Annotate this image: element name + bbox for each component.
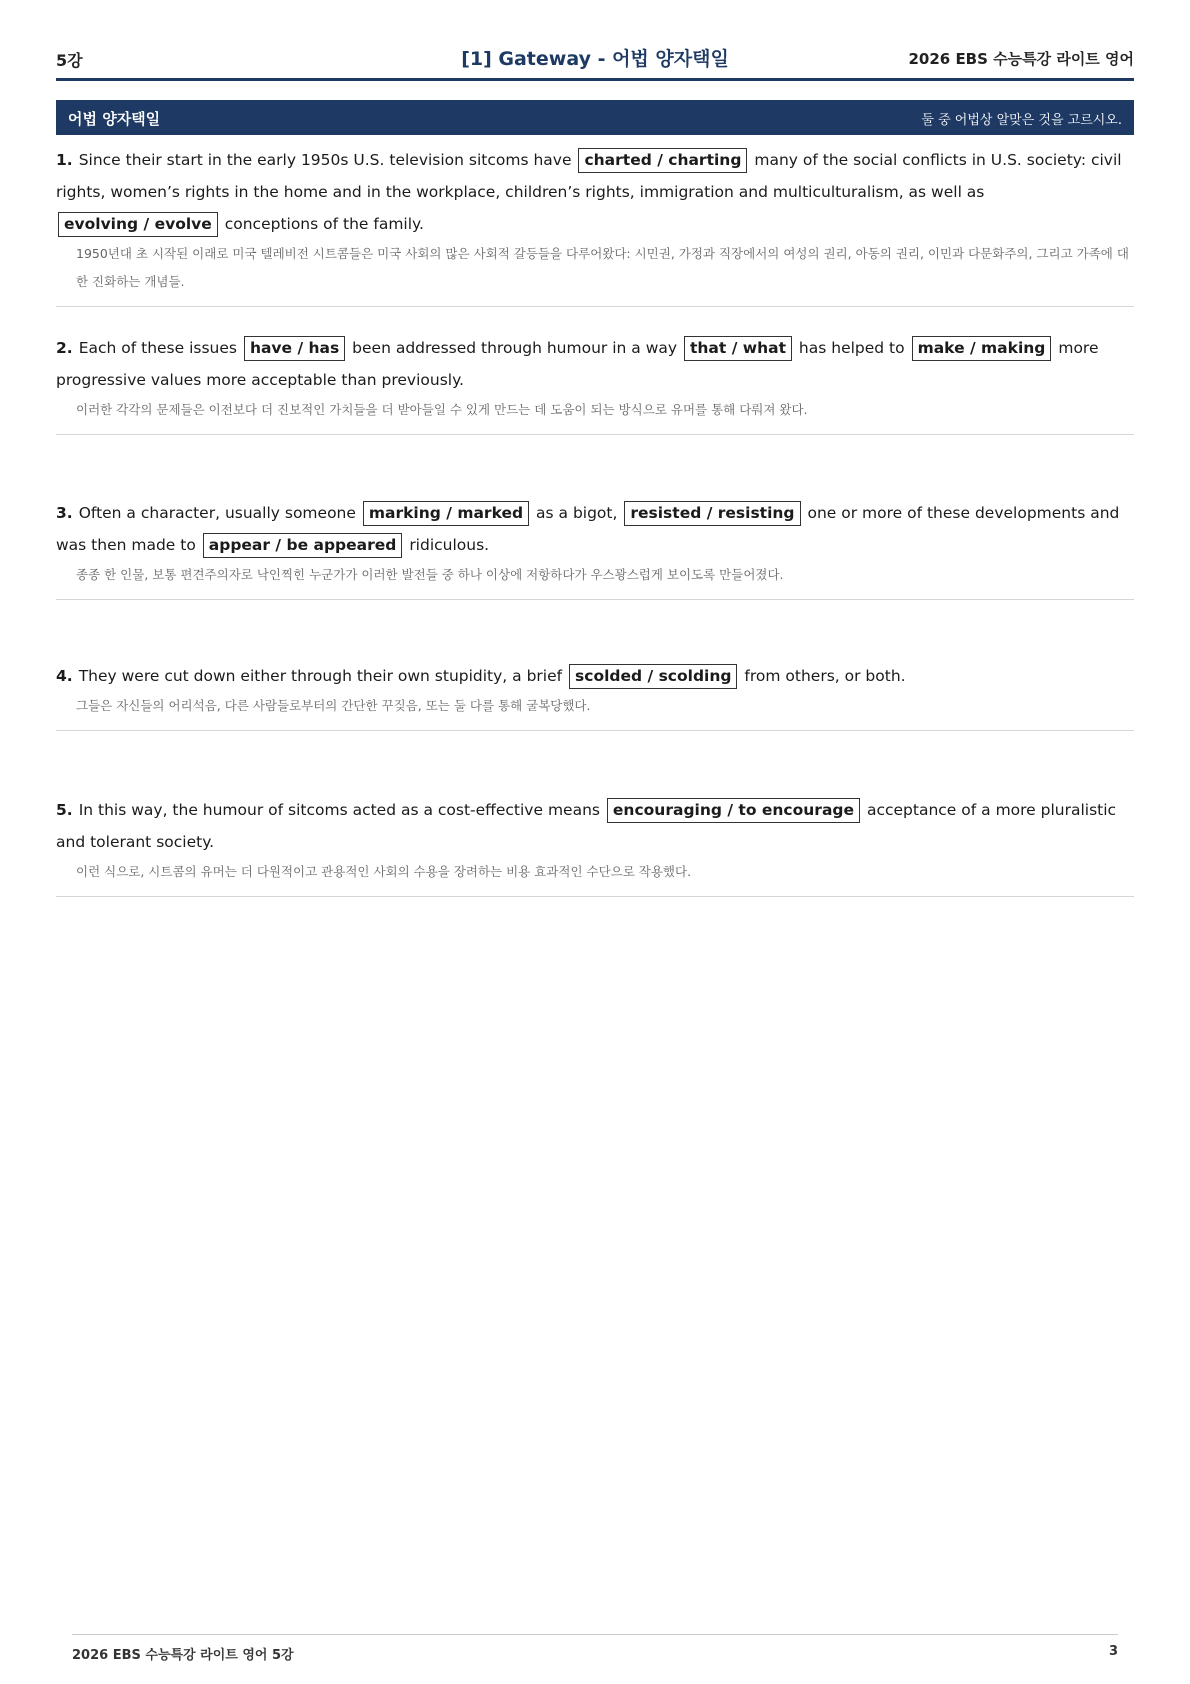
question-divider [56, 896, 1134, 897]
question-text-segment: Since their start in the early 1950s U.S. television sitcoms have [78, 151, 572, 169]
grammar-choice-box[interactable]: charted / charting [578, 148, 747, 173]
question-text [56, 144, 1134, 240]
question-3 [56, 497, 1134, 600]
footer-divider [72, 1634, 1118, 1635]
book-title: 2026 EBS 수능특강 라이트 영어 [908, 50, 1134, 68]
question-number: 4. [56, 667, 73, 685]
question-text-segment: as a bigot, [536, 504, 618, 522]
question-divider [56, 730, 1134, 731]
grammar-choice-box[interactable]: scolded / scolding [569, 664, 737, 689]
grammar-choice-box[interactable]: marking / marked [363, 501, 529, 526]
grammar-choice-box[interactable]: encouraging / to encourage [607, 798, 860, 823]
header-divider [56, 78, 1134, 81]
question-text-segment: from others, or both. [744, 667, 906, 685]
question-text-segment: ridiculous. [409, 536, 490, 554]
lesson-number: 5강 [56, 51, 83, 70]
question-text-segment: been addressed through humour in a way [352, 339, 678, 357]
grammar-choice-box[interactable]: appear / be appeared [203, 533, 403, 558]
question-divider [56, 599, 1134, 600]
question-1 [56, 144, 1134, 307]
question-text [56, 660, 1134, 692]
question-text-segment: They were cut down either through their own stupidity, a brief [78, 667, 563, 685]
grammar-choice-box[interactable]: evolving / evolve [58, 212, 218, 237]
section-banner [56, 100, 1134, 135]
question-number: 2. [56, 339, 73, 357]
question-text [56, 332, 1134, 396]
question-text-segment: has helped to [798, 339, 905, 357]
question-text-segment: Each of these issues [78, 339, 237, 357]
grammar-choice-box[interactable]: have / has [244, 336, 345, 361]
page-title: [1] Gateway - 어법 양자택일 [461, 48, 729, 70]
section-title: 어법 양자택일 [68, 110, 161, 128]
question-divider [56, 306, 1134, 307]
question-5 [56, 794, 1134, 897]
question-text-segment: In this way, the humour of sitcoms acted as a cost-effective means [78, 801, 600, 819]
korean-translation: 이러한 각각의 문제들은 이전보다 더 진보적인 가치들을 더 받아들일 수 있게 만드는 데 도움이 되는 방식으로 유머를 통해 다뤄져 왔다. [76, 402, 808, 417]
question-text-segment: Often a character, usually someone [78, 504, 356, 522]
question-text [56, 497, 1134, 561]
korean-translation: 그들은 자신들의 어리석음, 다른 사람들로부터의 간단한 꾸짖음, 또는 둘 다를 통해 굴복당했다. [76, 698, 591, 713]
grammar-choice-box[interactable]: make / making [912, 336, 1052, 361]
page-number: 3 [1108, 1644, 1118, 1659]
page-footer [72, 1644, 1118, 1663]
page-header [56, 44, 1134, 76]
question-text-segment: conceptions of the family. [224, 215, 424, 233]
question-text [56, 794, 1134, 858]
question-text-segment: many of the social conflicts in U.S. society: civil rights, women’s rights in the home and in the workplace, children’s rights, immigration and multiculturalism, as well as [56, 151, 1122, 201]
question-text-segment: more progressive values more acceptable than previously. [56, 339, 1099, 389]
section-instruction: 둘 중 어법상 알맞은 것을 고르시오. [921, 113, 1122, 128]
korean-translation: 이런 식으로, 시트콤의 유머는 더 다원적이고 관용적인 사회의 수용을 장려하는 비용 효과적인 수단으로 작용했다. [76, 864, 692, 879]
question-number: 1. [56, 151, 73, 169]
question-2 [56, 332, 1134, 435]
question-divider [56, 434, 1134, 435]
question-4 [56, 660, 1134, 731]
korean-translation: 종종 한 인물, 보통 편견주의자로 낙인찍힌 누군가가 이러한 발전들 중 하나 이상에 저항하다가 우스꽝스럽게 보이도록 만들어졌다. [76, 567, 784, 582]
korean-translation: 1950년대 초 시작된 이래로 미국 텔레비전 시트콤들은 미국 사회의 많은 사회적 갈등들을 다루어왔다: 시민권, 가정과 직장에서의 여성의 권리, 아동의 권리, 이민과 다문화주의, 그리고 가족에 대한 진화하는 개념들. [76, 246, 1129, 289]
question-number: 5. [56, 801, 73, 819]
footer-title: 2026 EBS 수능특강 라이트 영어 5강 [72, 1648, 294, 1663]
grammar-choice-box[interactable]: resisted / resisting [624, 501, 800, 526]
question-number: 3. [56, 504, 73, 522]
question-text-segment: one or more of these developments and was then made to [56, 504, 1120, 554]
grammar-choice-box[interactable]: that / what [684, 336, 792, 361]
question-text-segment: acceptance of a more pluralistic and tolerant society. [56, 801, 1117, 851]
